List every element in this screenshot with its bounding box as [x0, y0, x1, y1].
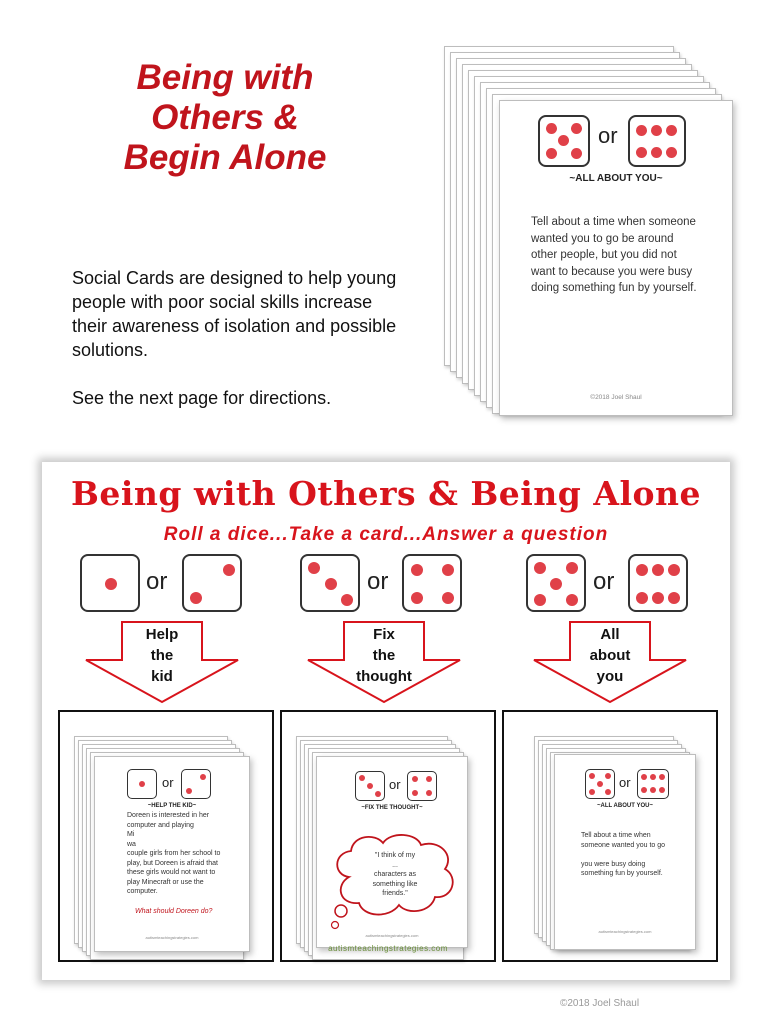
card-credit: autismteachingstrategies.com [598, 929, 652, 934]
die-four-icon [402, 554, 462, 612]
page-footer-copyright: ©2018 Joel Shaul [560, 998, 640, 1009]
or-label: or [389, 777, 401, 792]
or-label: or [162, 775, 174, 790]
top-card-front [499, 100, 733, 416]
die-six-icon [637, 769, 669, 799]
die-four-icon [407, 771, 437, 801]
die-five-icon [585, 769, 615, 799]
site-url: autismteachingstrategies.com [328, 944, 448, 953]
help-the-kid-card [94, 756, 250, 952]
or-label: or [593, 568, 615, 595]
card-frame-help-the-kid [58, 710, 274, 962]
die-six-icon [628, 554, 688, 612]
die-five-icon [538, 115, 590, 167]
arrow-label-all-about-you: All about you [589, 626, 631, 685]
card-credit: autismteachingstrategies.com [365, 933, 419, 938]
card-frame-fix-the-thought [280, 710, 496, 962]
poster [42, 462, 730, 980]
card-heading: ~ALL ABOUT YOU~ [597, 803, 653, 809]
page-title: Being with Others & Begin Alone [123, 58, 327, 177]
poster-subtitle: Roll a dice...Take a card...Answer a question [163, 524, 609, 545]
card-heading: ~FIX THE THOUGHT~ [361, 805, 423, 811]
die-six-icon [628, 115, 686, 167]
card-question: Tell about a time when someone wanted you to go be around other people, but you did not want to because you were busy doing something fun by yourself. [531, 216, 697, 294]
card-heading: ~ALL ABOUT YOU~ [569, 173, 663, 184]
thought-text: "I think of my ... characters as something like friends." [372, 852, 418, 897]
intro-paragraph: Social Cards are designed to help young people with poor social skills increase their awareness of isolation and possible solutions. [72, 268, 397, 360]
card-story: Doreen is interested in her computer and playing Mi wa couple girls from her school to play, but Doreen is afraid that these girls would not want to play Minecraft or use the computer. [127, 812, 221, 895]
card-question: What should Doreen do? [135, 908, 213, 915]
die-two-icon [181, 769, 211, 799]
die-one-icon [80, 554, 140, 612]
or-label: or [367, 568, 389, 595]
or-label: or [146, 568, 168, 595]
die-one-icon [127, 769, 157, 799]
or-label: or [598, 123, 618, 148]
die-five-icon [526, 554, 586, 612]
intro-text-block [72, 266, 402, 410]
card-frame-all-about-you [502, 710, 718, 962]
card-credit: autismteachingstrategies.com [145, 935, 199, 940]
card-heading: ~HELP THE KID~ [147, 803, 197, 809]
arrow-label-help-the-kid: Help the kid [145, 626, 179, 685]
all-about-you-card [554, 754, 696, 950]
die-two-icon [182, 554, 242, 612]
directions-note: See the next page for directions. [72, 388, 332, 408]
die-three-icon [300, 554, 360, 612]
arrow-label-fix-the-thought: Fix the thought [356, 626, 412, 685]
card-question: Tell about a time when someone wanted you to go you were busy doing something fun by yourself. [581, 832, 666, 877]
or-label: or [619, 775, 631, 790]
card-deck-top [442, 44, 742, 419]
fix-the-thought-card [316, 756, 468, 948]
card-credit: ©2018 Joel Shaul [590, 394, 642, 401]
poster-title: Being with Others & Being Alone [71, 474, 701, 513]
die-three-icon [355, 771, 385, 801]
